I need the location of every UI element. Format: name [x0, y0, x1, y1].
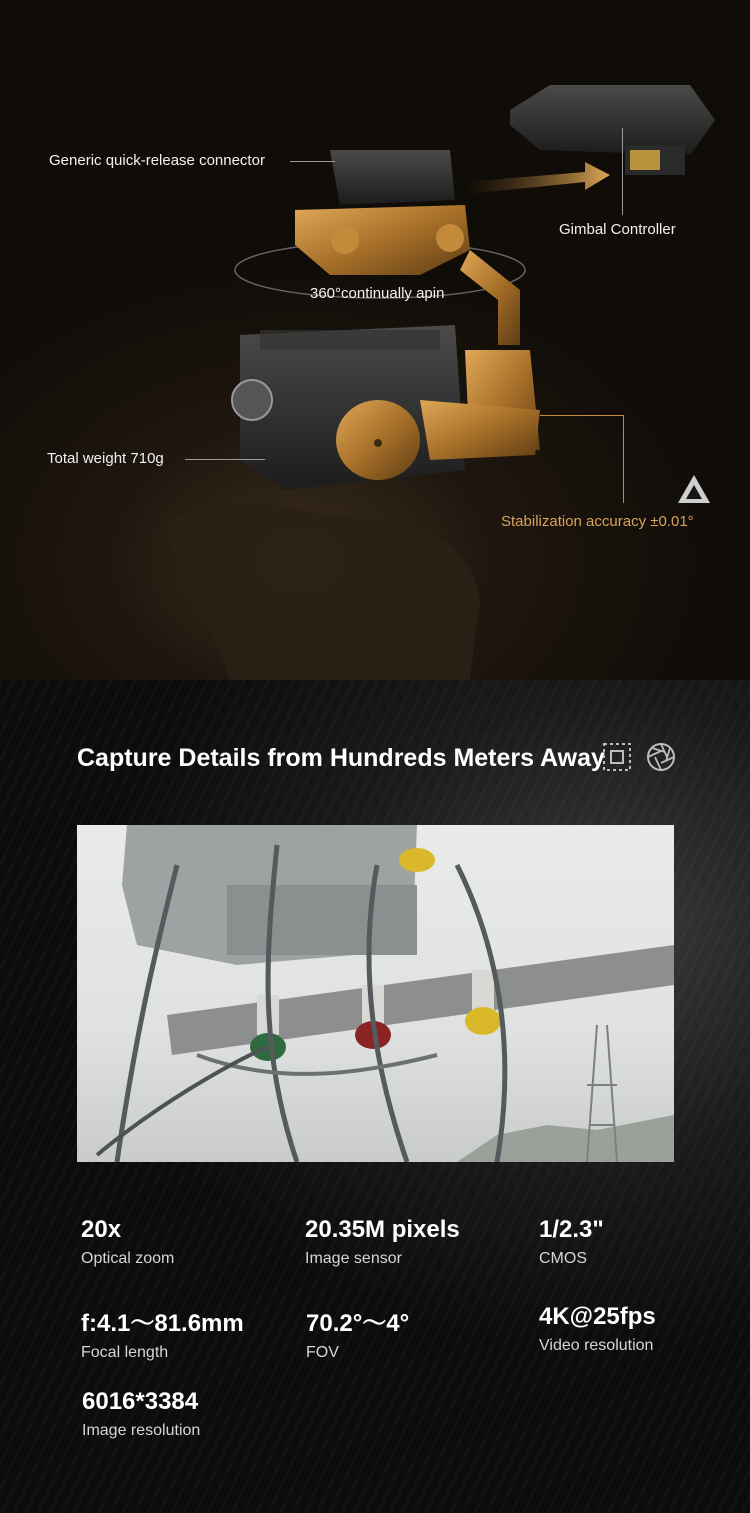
weight-callout: Total weight 710g — [47, 450, 164, 467]
product-hero — [0, 0, 750, 680]
spec-label: Focal length — [81, 1344, 169, 1361]
spec-image-resolution — [82, 1388, 200, 1440]
section-headline: Capture Details from Hundreds Meters Away — [77, 744, 605, 772]
spec-fov — [306, 1303, 409, 1362]
spec-value: 1/2.3" — [539, 1216, 604, 1243]
spec-value: 20.35M pixels — [305, 1216, 460, 1243]
zoom-frame-icon — [601, 741, 633, 773]
spec-label: FOV — [306, 1344, 339, 1361]
controller-callout: Gimbal Controller — [559, 221, 676, 238]
spec-label: Video resolution — [539, 1337, 654, 1354]
spec-image-sensor — [305, 1216, 460, 1268]
spec-value: 4K@25fps — [539, 1303, 656, 1330]
specs-section — [0, 680, 750, 1513]
spec-optical-zoom — [81, 1216, 174, 1268]
spec-cmos — [539, 1216, 604, 1268]
weight-callout-line — [185, 459, 265, 460]
spec-focal-length — [81, 1303, 244, 1362]
spec-value: 20x — [81, 1216, 122, 1243]
aperture-icon — [645, 741, 677, 773]
stabilization-line-v — [623, 415, 624, 503]
spec-value: 70.2°～4° — [306, 1310, 410, 1337]
spec-label: Optical zoom — [81, 1250, 175, 1267]
spec-label: Image resolution — [82, 1422, 201, 1439]
spec-label: CMOS — [539, 1250, 587, 1267]
spec-label: Image sensor — [305, 1250, 402, 1267]
controller-callout-line — [622, 128, 623, 215]
stabilization-callout: Stabilization accuracy ±0.01° — [501, 513, 694, 530]
stabilization-line-h — [540, 415, 624, 416]
spec-video-resolution — [539, 1303, 656, 1355]
connector-callout-line — [290, 161, 335, 162]
rotation-callout: 360°continually apin — [310, 285, 445, 302]
power-pole-photo — [77, 825, 674, 1162]
connector-callout: Generic quick-release connector — [49, 152, 265, 169]
spec-value: 6016*3384 — [82, 1388, 199, 1415]
spec-value: f:4.1～81.6mm — [81, 1310, 244, 1337]
gimbal-camera-illustration — [0, 0, 750, 680]
brand-logo-icon — [676, 473, 712, 505]
insulator-closeup-image — [77, 825, 674, 1162]
